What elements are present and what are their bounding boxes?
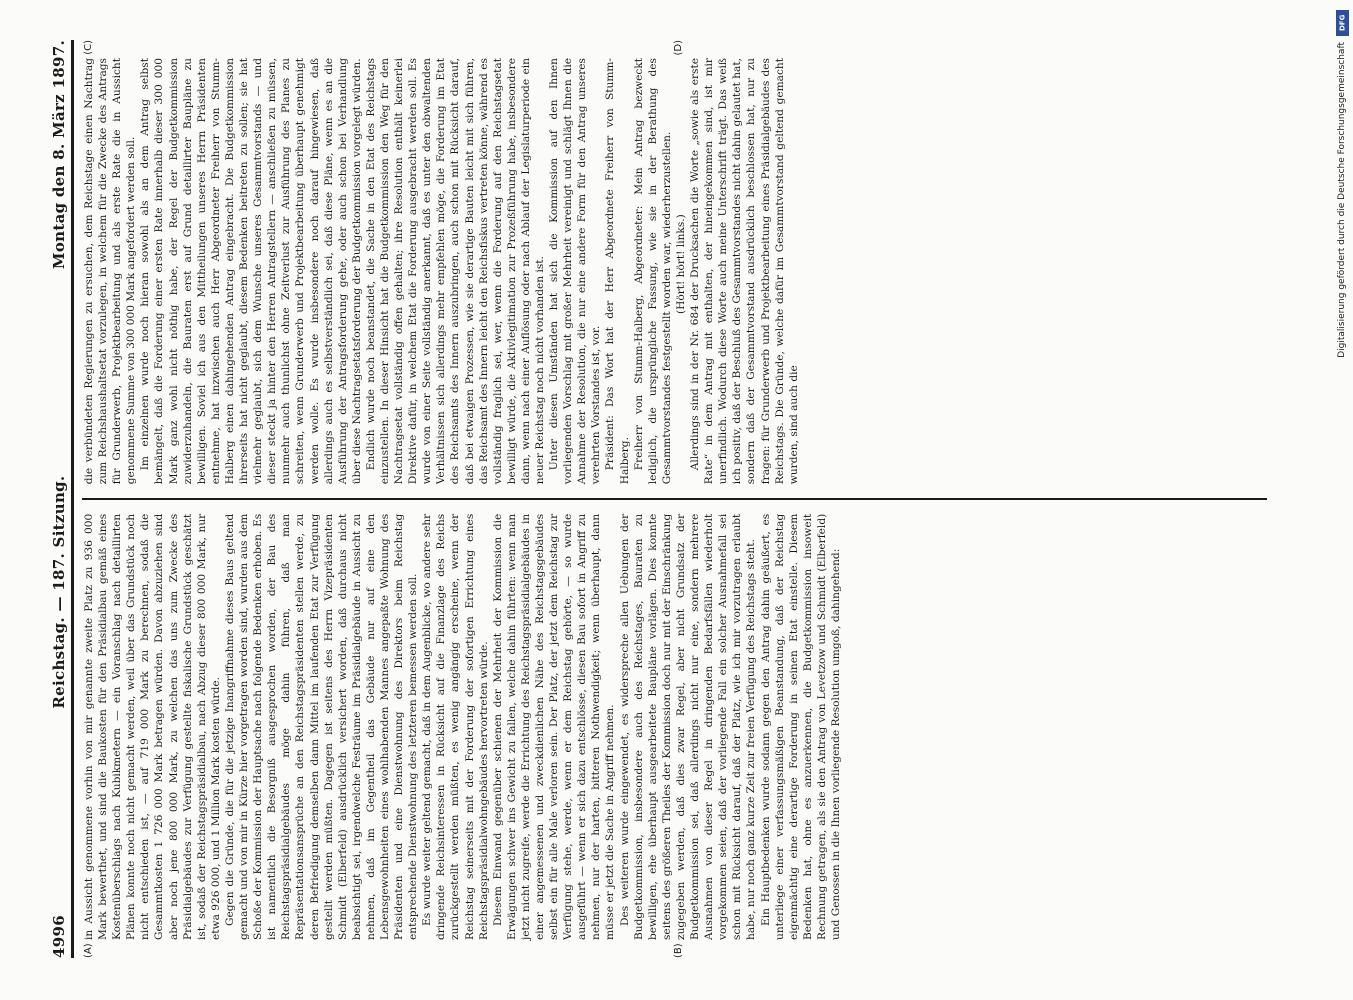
paragraph: Es wurde weiter geltend gemacht, daß in dem Augenblicke, wo andere sehr dringende Reichsinteressen in Rücksicht auf die Finanzlage des Reichs zurückgestellt werden müßten, es wenig angängig erscheine, wenn der Reichstag seinerseits mit der Forderung der sofortigen Errichtung eines Reichstagspräsidialwohngebäudes hervortreten würde.	[420, 513, 490, 940]
running-head	[50, 40, 71, 958]
paragraph: die verbündeten Regierungen zu ersuchen, dem Reichstage einen Nachtrag zum Reichshaushaltsetat vorzulegen, in welchem für die Zwecke des Antrags für Grunderwerb, Projektbearbeitung und als erste Rate die in Aussicht genommene Summe von 300 000 Mark angefordert werden soll.	[82, 58, 137, 485]
paragraph: Ein Hauptbedenken wurde sodann gegen den Antrag dahin geäußert, es unterliege einer verfassungsmäßigen Beanstandung, daß der Reichstag eigenmächtig eine derartige Forderung in seinen Etat einstelle. Diesem Bedenken hat, ohne es anzuerkennen, die Budgetkommission insoweit Rechnung getragen, als sie den Antrag von Levetzow und Schmidt (Elberfeld) und Genossen in die Ihnen vorliegende Resolution umgoß, dahingehend:	[759, 513, 842, 940]
dfg-logo: DFG	[1336, 10, 1349, 36]
paragraph: Endlich wurde noch beanstandet, die Sache in den Etat des Reichstags einzustellen. In dieser Hinsicht hat die Budgetkommission den Weg für den Nachtragsetat vollständig offen gehalten; ihre Resolution enthält keinerlei Direktive dafür, in welchem Etat die Forderung ausgebracht werden soll. Es wurde von einer Seite vollständig anerkannt, daß es unter den obwaltenden Verhältnissen sich allerdings mehr empfehlen möge, die Forderung im Etat des Reichsamts des Innern auszubringen, auch schon mit Rücksicht darauf, daß bei etwaigen Prozessen, wie sie derartige Bauten leicht mit sich führen, das Reichsamt des Innern leicht den Reichsfiskus vertreten könne, während es vollständig fraglich sei, wer, wenn die Forderung auf den Reichstagsetat bewilligt würde, die Aktivlegitimation zur Prozeßführung habe, insbesondere dann, wenn nach einer Auflösung oder nach Ablauf der Legislaturperiode ein neuer Reichstag noch nicht vorhanden ist.	[364, 58, 546, 485]
paragraph: Unter diesen Umständen hat sich die Kommission auf den Ihnen vorliegenden Vorschlag mit großer Mehrheit vereinigt und schlägt Ihnen die Annahme der Resolution, die nur eine andere Form für den Antrag unseres verehrten Vorstandes ist, vor.	[547, 58, 602, 485]
text-columns	[82, 40, 1267, 958]
speaker-paragraph: Freiherr von Stumm-Halberg, Abgeordneter: Mein Antrag bezweckt lediglich, die ursprüngliche Fassung, wie sie in der Berathung des Gesammtvorstandes festgestellt worden war, wiederherzustellen.	[632, 58, 673, 485]
paragraph: Diesem Einwand gegenüber schienen der Mehrheit der Kommission die Erwägungen schwer ins Gewicht zu fallen, welche dahin führten: wenn man jetzt nicht zugreife, werde die Errichtung des Reichstagspräsidialgebäudes in einer angemessenen und zweckdienlichen Nähe des Reichstagsgebäudes selbst ein für alle Male verloren sein. Der Platz, der jetzt dem Reichstag zur Verfügung stehe, werde, wenn er dem Reichstag gehörte, — so wurde ausgeführt — wenn er sich dazu entschlösse, diesen Bau sofort in Angriff zu nehmen, nur der harten, bitteren Nothwendigkeit; wenn überhaupt, dann müsse er jetzt die Sache in Angriff nehmen.	[491, 513, 616, 940]
digitization-credit	[1335, 10, 1349, 990]
header-rule	[71, 40, 74, 958]
paragraph: Des weiteren wurde eingewendet, es widerspreche allen Uebungen der Budgetkommission, insbesondere auch des Reichstages, Bauraten zu bewilligen, ehe überhaupt ausgearbeitete Baupläne vorlägen. Dies konnte seitens des größeren Theiles der Kommission doch nur mit der Einschränkung zugegeben werden, daß dies zwar Regel, aber nicht Grundsatz der Budgetkommission sei, daß allerdings nicht nur eine, sondern mehrere Ausnahmen von dieser Regel in dringenden Bedarfsfällen wiederholt vorgekommen seien, daß der vorliegende Fall ein solcher Ausnahmefall sei schon mit Rücksicht darauf, daß der Platz, wie ich mir vorzutragen erlaubt habe, nur noch ganz kurze Zeit zur freien Verfügung des Reichstags steht.	[618, 513, 757, 940]
right-column	[82, 40, 1267, 498]
paragraph: in Aussicht genommene vorhin von mir genannte zweite Platz zu 936 000 Mark bewerthet, und sind die Baukosten für den Präsidialbau gemäß eines Kostenüberschlags nach Kubikmetern — ein Voranschlag nach detaillirten Plänen konnte noch nicht gemacht werden, weil über das Grundstück noch nicht entschieden ist, — auf 719 000 Mark zu berechnen, sodaß die Gesammtkosten 1 726 000 Mark betragen würden. Davon abzuziehen sind aber noch jene 800 000 Mark, zu welchen das uns zum Zwecke des Präsidialgebäudes zur Verfügung gestellte fiskalische Grundstück geschätzt ist, sodaß der Reichstagspräsidialbau, nach Abzug dieser 800 000 Mark, nur etwa 926 000, und 1 Million Mark kosten würde.	[82, 513, 222, 940]
interjection: (Hört! hört! links.)	[674, 214, 687, 315]
session-date: Montag den 8. März 1897.	[49, 40, 68, 270]
margin-marker-b: (B)	[672, 943, 684, 958]
paragraph: Im einzelnen wurde noch hieran sowohl als an dem Antrag selbst bemängelt, daß die Forderung einer ersten Rate innerhalb dieser 300 000 Mark ganz wohl nicht nöthig habe, der Regel der Budgetkommission zuwiderzuhandeln, die Bauraten erst auf Grund detaillirter Baupläne zu bewilligen. Soviel ich aus den Mittheilungen unseres Herrn Präsidenten entnehme, hat inzwischen auch Herr Abgeordneter Freiherr von Stumm-Halberg einen dahingehenden Antrag eingebracht. Die Budgetkommission ihrerseits hat nicht geglaubt, diesem Bedenken beitreten zu sollen; sie hat vielmehr geglaubt, sich dem Wunsche unseres Gesammtvorstands — und dieser steckt ja hinter den Herren Antragstellern — anschließen zu müssen, nunmehr auch thunlichst ohne Zeitverlust zur Ausführung des Planes zu schreiten, wenn Grunderwerb und Projektbearbeitung überhaupt genehmigt werden wolle. Es wurde insbesondere noch darauf hingewiesen, daß allerdings auch es selbstverständlich sei, daß diese Pläne, wenn es an die Ausführung der Antragsforderung gehe, oder auch schon bei Verhandlung über diese Nachtragsetatsforderung der Budgetkommission vorgelegt würden.	[138, 58, 363, 485]
speaker-paragraph: Präsident: Das Wort hat der Herr Abgeordnete Freiherr von Stumm-Halberg.	[603, 58, 631, 485]
session-title: Reichstag. — 187. Sitzung.	[49, 475, 68, 709]
credit-text: Digitalisierung gefördert durch die Deutsche Forschungsgemeinschaft	[1337, 42, 1347, 358]
document-page	[32, 20, 1322, 980]
page-number: 4996	[49, 915, 68, 958]
left-column	[82, 500, 1267, 958]
margin-marker-c: (C)	[82, 40, 94, 55]
margin-marker-d: (D)	[672, 40, 684, 56]
margin-marker-a: (A)	[82, 943, 94, 958]
paragraph: Gegen die Gründe, die für die jetzige Inangriffnahme dieses Baus geltend gemacht und von mir in Kürze hier vorgetragen worden sind, wurden aus dem Schoße der Kommission der Hauptsache nach folgende Bedenken erhoben. Es ist namentlich die Besorgniß ausgesprochen worden, der Bau des Reichstagspräsidialgebäudes möge dahin führen, daß man Repräsentationsansprüche an den Reichstagspräsidenten stellen werde, zu deren Befriedigung demselben dann Mittel im laufenden Etat zur Verfügung gestellt werden müßten. Dagegen ist seitens des Herrn Vizepräsidenten Schmidt (Elberfeld) ausdrücklich versichert worden, daß durchaus nicht beabsichtigt sei, irgendwelche Festräume im Präsidialgebäude in Aussicht zu nehmen, daß im Gegentheil das Gebäude nur auf eine den Lebensgewohnheiten eines wohlhabenden Mannes angepaßte Wohnung des Präsidenten und eine Dienstwohnung des Direktors beim Reichstag entsprechende Dienstwohnung des letzteren bemessen werden soll.	[223, 513, 419, 940]
paragraph: Allerdings sind in der Nr. 684 der Drucksachen die Worte „sowie als erste Rate“ in dem Antrag mit enthalten, der hineingekommen sind, ist mir unerfindlich. Wodurch diese Worte auch meine Unterschrift trägt. Das weiß ich positiv, daß der Beschluß des Gesammtvorstandes nicht dahin gelautet hat, sondern daß der Gesammtvorstand ausdrücklich beschlossen hat, nur zu fragen: für Grunderwerb und Projektbearbeitung eines Präsidialgebäudes des Reichstags. Die Gründe, welche dafür im Gesammtvorstand geltend gemacht wurden, sind auch die	[688, 58, 800, 485]
